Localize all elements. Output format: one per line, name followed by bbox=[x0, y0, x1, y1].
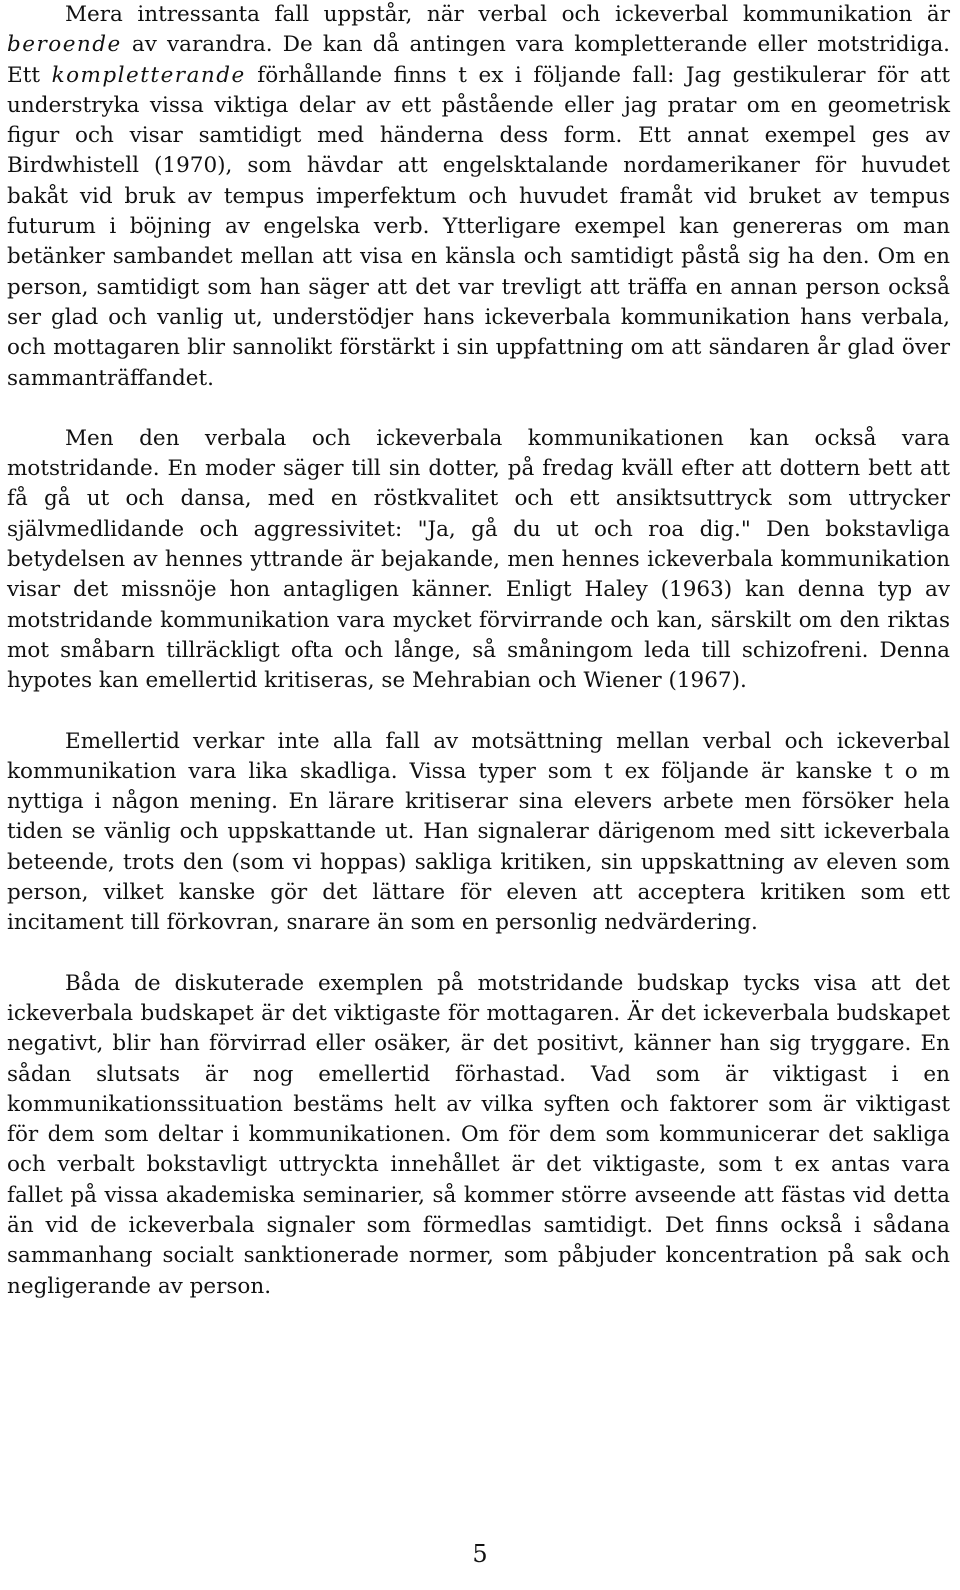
paragraph-3: Emellertid verkar inte alla fall av motsättning mellan verbal och ickeverbal kommunikation vara lika skadliga. Vissa typer som t ex följande är kanske t o m nyttiga i någon mening. En lärare kritiserar sina elevers arbete men försöker hela tiden se vänlig och uppskattande ut. Han signalerar därigenom med sitt ickeverbala beteende, trots den (som vi hoppas) sakliga kritiken, sin uppskattning av eleven som person, vilket kanske gör det lättare för eleven att acceptera kritiken som ett incitament till förkovran, snarare än som en personlig nedvärdering. bbox=[7, 728, 950, 936]
paragraph-4: Båda de diskuterade exemplen på motstridande budskap tycks visa att det ickeverbala budskapet är det viktigaste för mottagaren. Är det ickeverbala budskapet negativt, blir han förvirrad eller osäker, är det positivt, känner han sig tryggare. En sådan slutsats är nog emellertid förhastad. Vad som är viktigast i en kommunikationssituation bestäms helt av vilka syften och faktorer som är viktigast för dem som deltar i kommunikationen. Om för dem som kommunicerar det sakliga och verbalt bokstavligt uttryckta innehållet är det viktigaste, som t ex antas vara fallet på vissa akademiska seminarier, så kommer större avseende att fästas vid detta än vid de ickeverbala signaler som förmedlas samtidigt. Det finns också i sådana sammanhang socialt sanktionerade normer, som påbjuder koncentration på sak och negligerande av person. bbox=[7, 970, 950, 1299]
paragraph-2: Men den verbala och ickeverbala kommunikationen kan också vara motstridande. En moder säger till sin dotter, på fredag kväll efter att dottern bett att få gå ut och dansa, med en röstkvalitet och ett ansiktsuttryck som uttrycker självmedlidande och aggressivitet: "Ja, gå du ut och roa dig." Den bokstavliga betydelsen av hennes yttrande är bejakande, men hennes ickeverbala kommunikation visar det missnöje hon antagligen känner. Enligt Haley (1963) kan denna typ av motstridande kommunikation vara mycket förvirrande och kan, särskilt om den riktas mot småbarn tillräckligt ofta och långe, så småningom leda till schizofreni. Denna hypotes kan emellertid kritiseras, se Mehrabian och Wiener (1967). bbox=[7, 425, 950, 694]
page-number: 5 bbox=[472, 1540, 488, 1568]
paragraph-1 bbox=[7, 0, 950, 394]
emphasis-beroende: beroende bbox=[7, 32, 122, 58]
paragraph-1-text-c: förhållande finns t ex i följande fall: Jag gestikulerar för att understryka vissa viktiga delar av ett påstående eller jag pratar om en geometrisk figur och visar samtidigt med händerna dess form. Ett annat exempel ges av Birdwhistell (1970), som hävdar att engelsktalande nordamerikaner för huvudet bakåt vid bruk av tempus imperfektum och huvudet framåt vid bruket av tempus futurum i böjning av engelska verb. Ytterligare exempel kan genereras om man betänker sambandet mellan att visa en känsla och samtidigt påstå sig ha den. Om en person, samtidigt som han säger att det var trevligt att träffa en annan person också ser glad och vanlig ut, understödjer hans ickeverbala kommunikation hans verbala, och mottagaren blir sannolikt förstärkt i sin uppfattning om att sändaren år glad över sammanträffandet. bbox=[7, 62, 950, 391]
paragraph-1-text-a: Mera intressanta fall uppstår, när verbal och ickeverbal kommunikation är bbox=[65, 2, 950, 27]
paragraph-1-text-b: av varandra. De kan då antingen vara kompletterande eller motstridiga. Ett bbox=[7, 32, 950, 88]
emphasis-kompletterande: kompletterande bbox=[51, 62, 246, 88]
